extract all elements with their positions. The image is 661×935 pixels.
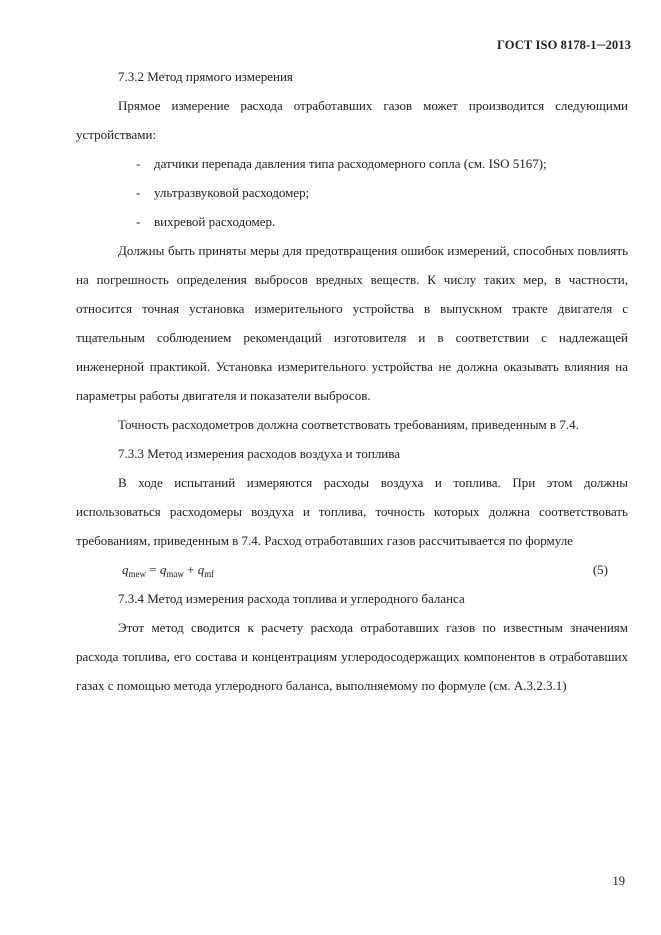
document-header: ГОСТ ISO 8178-1─2013 [497, 38, 631, 52]
formula-var-q: q [197, 562, 205, 577]
list-item [136, 149, 628, 178]
page-number: 19 [612, 874, 625, 888]
list-item-text: вихревой расходомер. [154, 214, 276, 229]
formula-var-q: q [159, 562, 167, 577]
equation-number: (5) [592, 562, 608, 577]
section-7-3-2-heading: 7.3.2 Метод прямого измерения [118, 69, 293, 84]
list-item [136, 207, 628, 236]
formula-5 [76, 555, 628, 584]
section-7-3-3-heading: 7.3.3 Метод измерения расходов воздуха и топлива [118, 446, 400, 461]
formula-sub-maw: maw [166, 569, 184, 579]
section-7-3-4-heading: 7.3.4 Метод измерения расхода топлива и углеродного баланса [118, 591, 465, 606]
section-7-3-3-paragraph: В ходе испытаний измеряются расходы воздуха и топлива. При этом должны использоваться расходомеры воздуха и топлива, точность которых должна соответствовать требованиям, приведенным в 7.4. Расход отработавших газов рассчитывается по формуле [76, 475, 628, 548]
list-item [136, 178, 628, 207]
formula-var-q: q [122, 562, 129, 577]
measurement-errors-paragraph: Должны быть приняты меры для предотвращения ошибок измерений, способных повлиять на погрешность определения выбросов вредных веществ. К числу таких мер, в частности, относится точная установка измерительного устройства в выпускном тракте двигателя с тщательным соблюдением рекомендаций изготовителя и в соответствии с надлежащей инженерной практикой. Установка измерительного устройства не должна оказывать влияния на параметры работы двигателя и показатели выбросов. [76, 243, 628, 403]
list-item-text: ультразвуковой расходомер; [154, 185, 310, 200]
page-body [76, 62, 628, 700]
list-dash: - [136, 185, 141, 200]
section-7-3-4-paragraph: Этот метод сводится к расчету расхода отработавших газов по известным значениям расхода топлива, его состава и концентрациям углеродосодержащих компонентов в отработавших газах с помощью метода углеродного баланса, выполняемому по формуле (см. А.3.2.3.1) [76, 620, 628, 693]
formula-sub-mew: mew [128, 569, 146, 579]
formula-equals: = [146, 562, 160, 577]
list-dash: - [136, 214, 141, 229]
device-list [136, 149, 628, 236]
formula-sub-mf: mf [204, 569, 215, 579]
section-7-3-2-intro: Прямое измерение расхода отработавших газов может производится следующими устройствами: [76, 98, 628, 142]
flowmeter-accuracy-paragraph: Точность расходометров должна соответствовать требованиям, приведенным в 7.4. [118, 417, 579, 432]
formula-plus: + [183, 562, 198, 577]
list-dash: - [136, 156, 141, 171]
list-item-text: датчики перепада давления типа расходомерного сопла (см. ISO 5167); [154, 156, 547, 171]
